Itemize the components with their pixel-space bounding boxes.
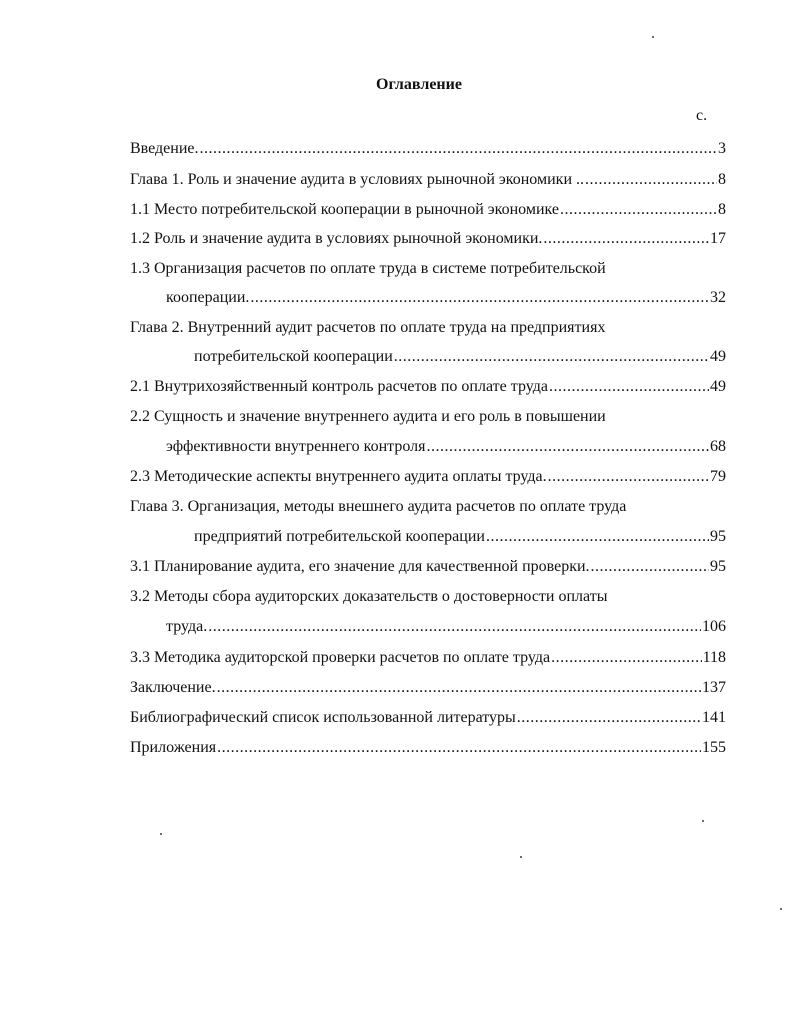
toc-entry-1-2[interactable]: [130, 229, 726, 249]
toc-entry-text: Введение.: [130, 140, 199, 157]
dot-leader: [517, 708, 701, 728]
toc-entry-1-3-line1[interactable]: 1.3 Организация расчетов по оплате труда в системе потребительской: [130, 260, 606, 277]
toc-entry-page: 118: [702, 649, 726, 666]
toc-entry-text: предприятий потребительской кооперации: [194, 528, 485, 545]
scan-speck: [702, 820, 704, 822]
toc-entry-text: потребительской кооперации: [194, 348, 393, 365]
toc-entry-page: 155: [702, 739, 726, 756]
toc-entry-page: 106: [702, 618, 726, 635]
scan-speck: [160, 833, 162, 835]
toc-entry-page: 8: [718, 201, 726, 218]
toc-entry-2-3[interactable]: [130, 467, 726, 487]
toc-entry-text: 2.3 Методические аспекты внутреннего аудита оплаты труда.: [130, 468, 547, 485]
page-title: Оглавление: [376, 76, 462, 93]
toc-entry-page: 95: [710, 528, 726, 545]
toc-entry-text: Заключение.: [130, 679, 216, 696]
toc-entry-page: 8: [718, 171, 726, 188]
toc-entry-chapter-1[interactable]: [130, 170, 726, 190]
dot-leader: [548, 467, 709, 487]
toc-entry-text: 3.3 Методика аудиторской проверки расчетов по оплате труда: [130, 649, 551, 666]
page-column-label: с.: [696, 107, 708, 124]
toc-entry-text: кооперации.: [166, 289, 250, 306]
toc-entry-3-3[interactable]: [130, 648, 726, 668]
dot-leader: [426, 437, 709, 457]
dot-leader: [560, 200, 717, 220]
toc-entry-1-3[interactable]: [166, 288, 726, 308]
dot-leader: [585, 170, 717, 190]
toc-entry-text: труда.: [166, 618, 208, 635]
toc-entry-text: Библиографический список использованной литературы: [130, 709, 516, 726]
toc-entry-3-2[interactable]: [166, 617, 726, 637]
toc-entry-text: 1.1 Место потребительской кооперации в рыночной экономике: [130, 201, 560, 218]
toc-entry-page: 95: [710, 558, 726, 575]
toc-entry-page: 32: [710, 289, 726, 306]
toc-entry-page: 79: [710, 468, 726, 485]
dot-leader: [394, 347, 709, 367]
toc-entry-page: 68: [710, 438, 726, 455]
toc-entry-page: 17: [710, 230, 726, 247]
toc-entry-bibliography[interactable]: [130, 708, 726, 728]
toc-entry-page: 137: [702, 679, 726, 696]
toc-entry-introduction[interactable]: [130, 139, 726, 159]
toc-entry-appendices[interactable]: [130, 738, 726, 758]
dot-leader: [217, 678, 701, 698]
toc-entry-1-1[interactable]: [130, 200, 726, 220]
toc-entry-3-2-line1[interactable]: 3.2 Методы сбора аудиторских доказательств о достоверности оплаты: [130, 588, 608, 605]
dot-leader: [200, 139, 718, 159]
toc-entry-text: 1.2 Роль и значение аудита в условиях рыночной экономики.: [130, 230, 543, 247]
toc-entry-page: 3: [718, 140, 726, 157]
toc-entry-2-2[interactable]: [166, 437, 726, 457]
scan-speck: [780, 908, 782, 910]
dot-leader: [543, 229, 709, 249]
toc-entry-chapter-2-line1[interactable]: Глава 2. Внутренний аудит расчетов по оплате труда на предприятиях: [130, 319, 606, 336]
toc-entry-page: 49: [710, 348, 726, 365]
toc-entry-page: 49: [710, 378, 726, 395]
dot-leader: [549, 377, 709, 397]
dot-leader: [551, 648, 702, 668]
dot-leader: [486, 527, 709, 547]
toc-entry-2-1[interactable]: [130, 377, 726, 397]
toc-entry-text: Глава 1. Роль и значение аудита в условиях рыночной экономики ..: [130, 171, 584, 188]
toc-entry-page: 141: [702, 709, 726, 726]
toc-entry-3-1[interactable]: [130, 557, 726, 577]
toc-entry-text: 2.1 Внутрихозяйственный контроль расчетов по оплате труда: [130, 378, 548, 395]
toc-entry-text: Приложения: [130, 739, 217, 756]
toc-entry-conclusion[interactable]: [130, 678, 726, 698]
scan-speck: [520, 856, 522, 858]
toc-entry-text: 3.1 Планирование аудита, его значение для качественной проверки.: [130, 558, 590, 575]
scan-speck: [652, 36, 654, 38]
dot-leader: [208, 617, 701, 637]
toc-entry-chapter-2[interactable]: [194, 347, 726, 367]
toc-entry-chapter-3[interactable]: [194, 527, 726, 547]
toc-entry-text: эффективности внутреннего контроля: [166, 438, 426, 455]
dot-leader: [217, 738, 701, 758]
toc-entry-2-2-line1[interactable]: 2.2 Сущность и значение внутреннего аудита и его роль в повышении: [130, 408, 606, 425]
dot-leader: [591, 557, 709, 577]
toc-entry-chapter-3-line1[interactable]: Глава 3. Организация, методы внешнего аудита расчетов по оплате труда: [130, 498, 627, 515]
dot-leader: [250, 288, 709, 308]
